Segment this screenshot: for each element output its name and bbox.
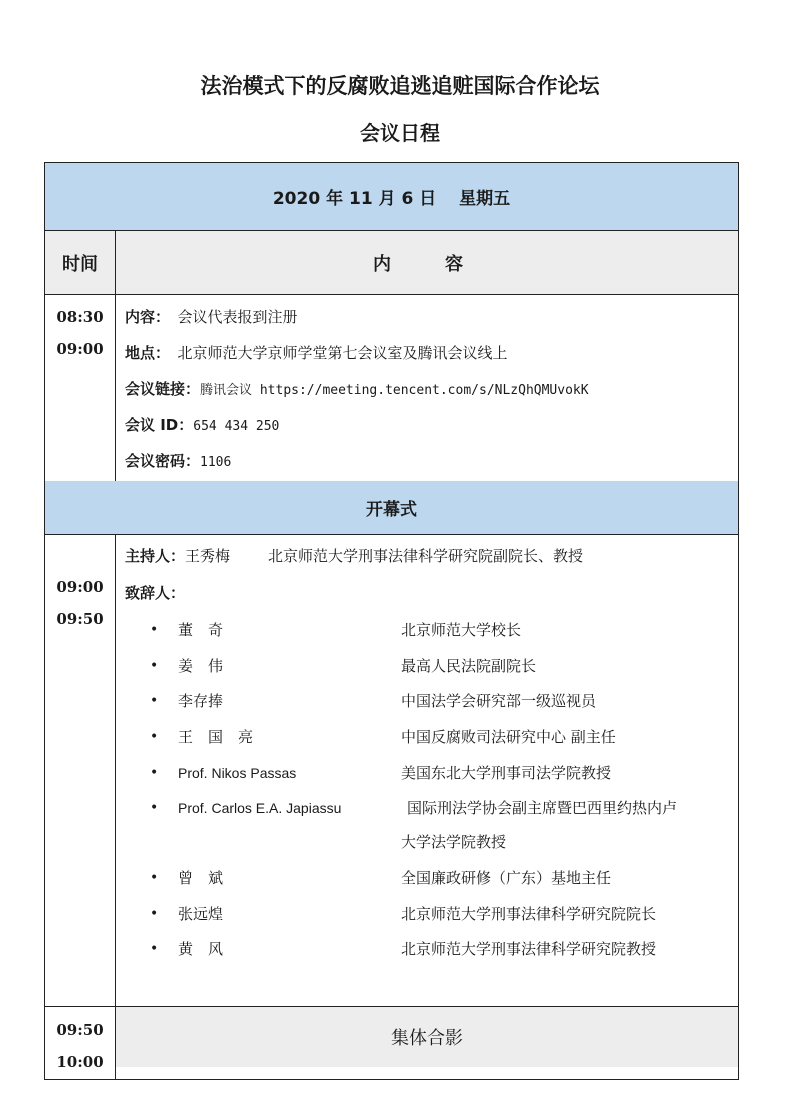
speaker-title: 中国法学会研究部一级巡视员 [401, 692, 597, 710]
speaker-name: 曾 斌 [178, 869, 224, 887]
column-divider [115, 231, 116, 481]
registration-content-line [125, 306, 298, 327]
speaker-item [45, 931, 738, 967]
speaker-item [45, 683, 738, 719]
speaker-title: 美国东北大学刑事司法学院教授 [401, 764, 612, 782]
bullet-icon: • [150, 941, 159, 957]
speaker-title: 北京师范大学刑事法律科学研究院教授 [401, 940, 657, 958]
meeting-password-label: 会议密码： [125, 452, 201, 470]
registration-location-line [125, 342, 508, 363]
group-photo-cell: 集体合影 [116, 1007, 738, 1067]
speaker-name: Prof. Nikos Passas [178, 765, 297, 781]
opening-section-header: 开幕式 [45, 481, 738, 535]
registration-start-time: 08:30 [56, 308, 104, 326]
registration-location-value: 北京师范大学京师学堂第七会议室及腾讯会议线上 [162, 344, 508, 362]
registration-content-value: 会议代表报到注册 [162, 308, 298, 326]
bullet-icon: • [150, 693, 159, 709]
document-title: 法治模式下的反腐败追逃追赃国际合作论坛 [200, 74, 600, 98]
speaker-title-continued: 大学法学院教授 [401, 833, 507, 851]
speaker-name: 张远煌 [178, 905, 224, 923]
meeting-id-value: 654 434 250 [193, 419, 280, 434]
registration-location-label: 地点： [125, 344, 163, 362]
bullet-icon: • [150, 765, 159, 781]
meeting-link[interactable]: 腾讯会议 https://meeting.tencent.com/s/NLzQhQMUvokK [200, 383, 589, 398]
speaker-name: 李存捧 [178, 692, 224, 710]
speaker-item [45, 648, 738, 684]
bullet-icon: • [150, 729, 159, 745]
meeting-password-line [125, 450, 231, 471]
meeting-id-label: 会议 ID： [125, 416, 194, 434]
registration-content-label: 内容： [125, 308, 163, 326]
speaker-name: 姜 伟 [178, 657, 224, 675]
speaker-item [45, 719, 738, 755]
opening-start-time: 09:00 [56, 578, 104, 596]
speaker-name: 董 奇 [178, 621, 224, 639]
speaker-item [45, 755, 738, 791]
speaker-title: 国际刑法学协会副主席暨巴西里约热内卢 [407, 799, 678, 817]
bullet-icon: • [150, 870, 159, 886]
speaker-title: 中国反腐败司法研究中心 副主任 [401, 728, 616, 746]
speaker-item [45, 896, 738, 932]
speakers-line [125, 582, 185, 603]
registration-end-time: 09:00 [56, 340, 104, 358]
column-header-time: 时间 [62, 253, 98, 275]
meeting-id-line [125, 414, 279, 435]
meeting-link-line [125, 378, 589, 399]
host-label: 主持人： [125, 547, 186, 565]
photo-start-time: 09:50 [56, 1021, 104, 1039]
registration-time [45, 301, 115, 365]
meeting-password-value: 1106 [200, 455, 232, 470]
photo-time [45, 1014, 115, 1078]
speaker-title: 北京师范大学校长 [401, 621, 522, 639]
meeting-link-label: 会议链接： [125, 380, 201, 398]
schedule-table [44, 162, 739, 1080]
host-title: 北京师范大学刑事法律科学研究院副院长、教授 [268, 547, 584, 565]
speaker-name: 黄 风 [178, 940, 224, 958]
bullet-icon: • [150, 658, 159, 674]
speaker-item [45, 612, 738, 648]
speaker-title: 最高人民法院副院长 [401, 657, 537, 675]
document-subtitle: 会议日程 [360, 121, 440, 145]
speaker-name: 王 国 亮 [178, 728, 254, 746]
speaker-title: 全国廉政研修（广东）基地主任 [401, 869, 612, 887]
opening-end-time: 09:50 [56, 610, 104, 628]
speaker-item [45, 790, 738, 860]
bullet-icon: • [150, 906, 159, 922]
speaker-title: 北京师范大学刑事法律科学研究院院长 [401, 905, 657, 923]
column-header-row [45, 231, 738, 295]
column-header-content: 内 容 [373, 253, 481, 275]
speaker-item [45, 860, 738, 896]
host-line [125, 545, 583, 566]
bullet-icon: • [150, 800, 159, 816]
speaker-name: Prof. Carlos E.A. Japiassu [178, 800, 342, 816]
date-header: 2020 年 11 月 6 日 星期五 [45, 163, 738, 231]
host-name: 王秀梅 [185, 547, 231, 565]
bullet-icon: • [150, 622, 159, 638]
photo-end-time: 10:00 [56, 1053, 104, 1071]
speakers-label: 致辞人： [125, 584, 186, 602]
